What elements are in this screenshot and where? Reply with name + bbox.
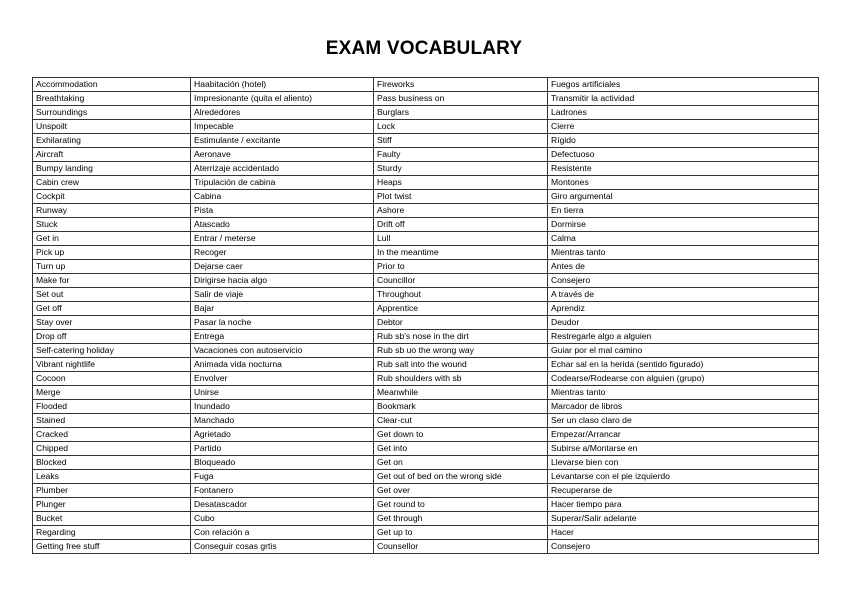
table-row: [33, 526, 819, 540]
english-term-cell: Get off: [33, 302, 191, 316]
spanish-translation-cell: Bajar: [191, 302, 374, 316]
table-row: [33, 218, 819, 232]
spanish-translation-cell: Codearse/Rodearse con alguien (grupo): [548, 372, 819, 386]
english-term-cell: Cabin crew: [33, 176, 191, 190]
spanish-translation-cell: Aterrizaje accidentado: [191, 162, 374, 176]
spanish-translation-cell: Consejero: [548, 274, 819, 288]
table-row: [33, 386, 819, 400]
spanish-translation-cell: Entrar / meterse: [191, 232, 374, 246]
spanish-translation-cell: Bloqueado: [191, 456, 374, 470]
english-term-cell: Rub shoulders with sb: [374, 372, 548, 386]
spanish-translation-cell: Pista: [191, 204, 374, 218]
english-term-cell: Counsellor: [374, 540, 548, 554]
spanish-translation-cell: Giro argumental: [548, 190, 819, 204]
english-term-cell: Accommodation: [33, 78, 191, 92]
english-term-cell: Get down to: [374, 428, 548, 442]
english-term-cell: Get on: [374, 456, 548, 470]
english-term-cell: Flooded: [33, 400, 191, 414]
spanish-translation-cell: Superar/Salir adelante: [548, 512, 819, 526]
english-term-cell: Bookmark: [374, 400, 548, 414]
spanish-translation-cell: Rígido: [548, 134, 819, 148]
spanish-translation-cell: Fuegos artificiales: [548, 78, 819, 92]
spanish-translation-cell: Desatascador: [191, 498, 374, 512]
table-row: [33, 470, 819, 484]
english-term-cell: Pick up: [33, 246, 191, 260]
spanish-translation-cell: Consejero: [548, 540, 819, 554]
english-term-cell: Vibrant nightlife: [33, 358, 191, 372]
english-term-cell: Cracked: [33, 428, 191, 442]
english-term-cell: Make for: [33, 274, 191, 288]
table-row: [33, 358, 819, 372]
spanish-translation-cell: Aeronave: [191, 148, 374, 162]
english-term-cell: Unspoilt: [33, 120, 191, 134]
spanish-translation-cell: Transmitir la actividad: [548, 92, 819, 106]
english-term-cell: Lock: [374, 120, 548, 134]
table-row: [33, 498, 819, 512]
table-row: [33, 540, 819, 554]
spanish-translation-cell: Impecable: [191, 120, 374, 134]
english-term-cell: Exhilarating: [33, 134, 191, 148]
table-row: [33, 456, 819, 470]
table-row: [33, 92, 819, 106]
table-row: [33, 148, 819, 162]
spanish-translation-cell: Hacer: [548, 526, 819, 540]
table-row: [33, 372, 819, 386]
english-term-cell: Bumpy landing: [33, 162, 191, 176]
english-term-cell: Plunger: [33, 498, 191, 512]
english-term-cell: Rub sb's nose in the dirt: [374, 330, 548, 344]
english-term-cell: Stiff: [374, 134, 548, 148]
table-row: [33, 442, 819, 456]
table-row: [33, 120, 819, 134]
english-term-cell: Heaps: [374, 176, 548, 190]
spanish-translation-cell: Cabina: [191, 190, 374, 204]
spanish-translation-cell: Agrietado: [191, 428, 374, 442]
spanish-translation-cell: En tierra: [548, 204, 819, 218]
spanish-translation-cell: A través de: [548, 288, 819, 302]
spanish-translation-cell: Alrededores: [191, 106, 374, 120]
spanish-translation-cell: Resistente: [548, 162, 819, 176]
spanish-translation-cell: Animada vida nocturna: [191, 358, 374, 372]
english-term-cell: Get over: [374, 484, 548, 498]
table-row: [33, 204, 819, 218]
spanish-translation-cell: Ser un claso claro de: [548, 414, 819, 428]
spanish-translation-cell: Mientras tanto: [548, 246, 819, 260]
english-term-cell: Get in: [33, 232, 191, 246]
spanish-translation-cell: Calma: [548, 232, 819, 246]
table-row: [33, 484, 819, 498]
table-row: [33, 400, 819, 414]
vocabulary-table: [32, 77, 819, 554]
english-term-cell: Throughout: [374, 288, 548, 302]
spanish-translation-cell: Fuga: [191, 470, 374, 484]
page-title: EXAM VOCABULARY: [325, 38, 523, 59]
english-term-cell: Chipped: [33, 442, 191, 456]
spanish-translation-cell: Envolver: [191, 372, 374, 386]
spanish-translation-cell: Ladrones: [548, 106, 819, 120]
english-term-cell: Ashore: [374, 204, 548, 218]
spanish-translation-cell: Vacaciones con autoservicio: [191, 344, 374, 358]
english-term-cell: Get through: [374, 512, 548, 526]
table-row: [33, 330, 819, 344]
english-term-cell: Set out: [33, 288, 191, 302]
spanish-translation-cell: Pasar la noche: [191, 316, 374, 330]
table-row: [33, 316, 819, 330]
spanish-translation-cell: Dirigirse hacia algo: [191, 274, 374, 288]
english-term-cell: Turn up: [33, 260, 191, 274]
spanish-translation-cell: Tripulación de cabina: [191, 176, 374, 190]
table-row: [33, 176, 819, 190]
spanish-translation-cell: Cierre: [548, 120, 819, 134]
english-term-cell: Cockpit: [33, 190, 191, 204]
spanish-translation-cell: Guiar por el mal camino: [548, 344, 819, 358]
english-term-cell: Meanwhile: [374, 386, 548, 400]
table-row: [33, 274, 819, 288]
english-term-cell: Clear-cut: [374, 414, 548, 428]
english-term-cell: Get round to: [374, 498, 548, 512]
english-term-cell: Faulty: [374, 148, 548, 162]
table-row: [33, 232, 819, 246]
english-term-cell: Get up to: [374, 526, 548, 540]
spanish-translation-cell: Manchado: [191, 414, 374, 428]
english-term-cell: Sturdy: [374, 162, 548, 176]
english-term-cell: Runway: [33, 204, 191, 218]
spanish-translation-cell: Levantarse con el pie izquierdo: [548, 470, 819, 484]
spanish-translation-cell: Estimulante / excitante: [191, 134, 374, 148]
english-term-cell: In the meantime: [374, 246, 548, 260]
spanish-translation-cell: Atascado: [191, 218, 374, 232]
table-row: [33, 260, 819, 274]
table-row: [33, 512, 819, 526]
spanish-translation-cell: Subirse a/Montarse en: [548, 442, 819, 456]
english-term-cell: Getting free stuff: [33, 540, 191, 554]
spanish-translation-cell: Llevarse bien con: [548, 456, 819, 470]
spanish-translation-cell: Marcador de libros: [548, 400, 819, 414]
english-term-cell: Leaks: [33, 470, 191, 484]
spanish-translation-cell: Dormirse: [548, 218, 819, 232]
table-row: [33, 428, 819, 442]
english-term-cell: Burglars: [374, 106, 548, 120]
table-row: [33, 190, 819, 204]
spanish-translation-cell: Echar sal en la herida (sentido figurado): [548, 358, 819, 372]
vocabulary-table-body: [33, 78, 819, 554]
english-term-cell: Lull: [374, 232, 548, 246]
english-term-cell: Breathtaking: [33, 92, 191, 106]
spanish-translation-cell: Unirse: [191, 386, 374, 400]
spanish-translation-cell: Conseguir cosas grtis: [191, 540, 374, 554]
english-term-cell: Apprentice: [374, 302, 548, 316]
english-term-cell: Aircraft: [33, 148, 191, 162]
table-row: [33, 344, 819, 358]
spanish-translation-cell: Recoger: [191, 246, 374, 260]
spanish-translation-cell: Impresionante (quita el aliento): [191, 92, 374, 106]
spanish-translation-cell: Fontanero: [191, 484, 374, 498]
english-term-cell: Self-catering holiday: [33, 344, 191, 358]
spanish-translation-cell: Defectuoso: [548, 148, 819, 162]
english-term-cell: Stained: [33, 414, 191, 428]
spanish-translation-cell: Con relación a: [191, 526, 374, 540]
spanish-translation-cell: Cubo: [191, 512, 374, 526]
english-term-cell: Blocked: [33, 456, 191, 470]
spanish-translation-cell: Empezar/Arrancar: [548, 428, 819, 442]
english-term-cell: Regarding: [33, 526, 191, 540]
spanish-translation-cell: Inundado: [191, 400, 374, 414]
english-term-cell: Councillor: [374, 274, 548, 288]
spanish-translation-cell: Dejarse caer: [191, 260, 374, 274]
english-term-cell: Rub sb uo the wrong way: [374, 344, 548, 358]
english-term-cell: Pass business on: [374, 92, 548, 106]
english-term-cell: Surroundings: [33, 106, 191, 120]
english-term-cell: Prior to: [374, 260, 548, 274]
table-row: [33, 246, 819, 260]
spanish-translation-cell: Aprendiz: [548, 302, 819, 316]
spanish-translation-cell: Restregarle algo a alguien: [548, 330, 819, 344]
english-term-cell: Get into: [374, 442, 548, 456]
spanish-translation-cell: Deudor: [548, 316, 819, 330]
table-row: [33, 288, 819, 302]
table-row: [33, 414, 819, 428]
english-term-cell: Stay over: [33, 316, 191, 330]
english-term-cell: Cocoon: [33, 372, 191, 386]
english-term-cell: Drift off: [374, 218, 548, 232]
table-row: [33, 302, 819, 316]
spanish-translation-cell: Salir de viaje: [191, 288, 374, 302]
english-term-cell: Merge: [33, 386, 191, 400]
english-term-cell: Bucket: [33, 512, 191, 526]
english-term-cell: Drop off: [33, 330, 191, 344]
table-row: [33, 106, 819, 120]
english-term-cell: Plumber: [33, 484, 191, 498]
spanish-translation-cell: Hacer tiempo para: [548, 498, 819, 512]
spanish-translation-cell: Haabitación (hotel): [191, 78, 374, 92]
spanish-translation-cell: Partido: [191, 442, 374, 456]
table-row: [33, 162, 819, 176]
spanish-translation-cell: Montones: [548, 176, 819, 190]
english-term-cell: Debtor: [374, 316, 548, 330]
english-term-cell: Get out of bed on the wrong side: [374, 470, 548, 484]
english-term-cell: Rub salt into the wound: [374, 358, 548, 372]
english-term-cell: Stuck: [33, 218, 191, 232]
spanish-translation-cell: Antes de: [548, 260, 819, 274]
english-term-cell: Plot twist: [374, 190, 548, 204]
spanish-translation-cell: Mientras tanto: [548, 386, 819, 400]
table-row: [33, 134, 819, 148]
spanish-translation-cell: Entrega: [191, 330, 374, 344]
spanish-translation-cell: Recuperarse de: [548, 484, 819, 498]
table-row: [33, 78, 819, 92]
english-term-cell: Fireworks: [374, 78, 548, 92]
